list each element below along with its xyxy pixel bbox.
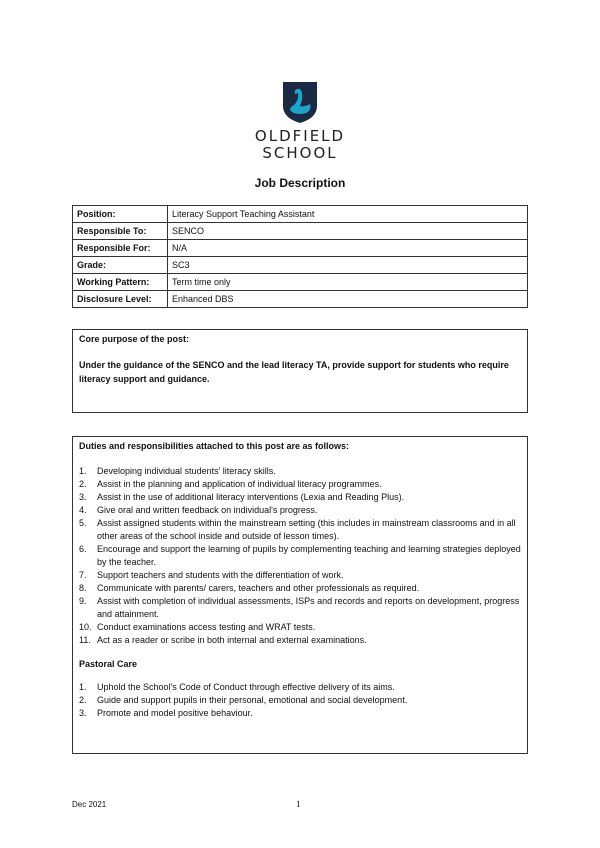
list-item: [79, 569, 521, 582]
item-number: 11.: [79, 635, 91, 645]
item-number: 3.: [79, 708, 87, 718]
list-item: [79, 465, 521, 478]
info-row: [73, 206, 528, 223]
item-number: 6.: [79, 544, 87, 554]
duties-heading: Duties and responsibilities attached to this post are as follows:: [79, 441, 350, 451]
school-logo: [250, 80, 350, 162]
info-row: [73, 240, 528, 257]
item-text: Uphold the School's Code of Conduct through effective delivery of its aims.: [97, 682, 395, 692]
core-purpose-text: Under the guidance of the SENCO and the lead literacy TA, provide support for students who require literacy support and guidance.: [79, 360, 509, 384]
list-item: [79, 504, 521, 517]
list-item: [79, 707, 521, 720]
info-value: Term time only: [168, 274, 528, 291]
info-value: Enhanced DBS: [168, 291, 528, 308]
item-text: Assist in the planning and application of individual literacy programmes.: [97, 479, 382, 489]
item-number: 1.: [79, 682, 87, 692]
item-text: Act as a reader or scribe in both internal and external examinations.: [97, 635, 367, 645]
duties-list: [79, 465, 521, 647]
swan-crest-icon: [281, 80, 319, 124]
list-item: [79, 478, 521, 491]
job-info-table: [72, 205, 528, 308]
info-value: N/A: [168, 240, 528, 257]
info-label: Position:: [73, 206, 168, 223]
list-item: [79, 517, 521, 543]
item-text: Give oral and written feedback on individual's progress.: [97, 505, 318, 515]
info-value: SENCO: [168, 223, 528, 240]
item-text: Conduct examinations access testing and WRAT tests.: [97, 622, 316, 632]
item-number: 3.: [79, 492, 87, 502]
pastoral-care-heading: Pastoral Care: [79, 659, 138, 669]
item-number: 2.: [79, 479, 87, 489]
item-text: Assist with completion of individual assessments, ISPs and records and reports on development, progress and attainment.: [97, 596, 520, 619]
info-label: Working Pattern:: [73, 274, 168, 291]
info-row: [73, 274, 528, 291]
duties-box: [72, 436, 528, 754]
list-item: [79, 582, 521, 595]
school-name: [250, 128, 350, 162]
item-number: 10.: [79, 622, 92, 632]
item-number: 7.: [79, 570, 87, 580]
info-value: Literacy Support Teaching Assistant: [168, 206, 528, 223]
item-number: 4.: [79, 505, 87, 515]
school-name-line1: OLDFIELD: [254, 127, 346, 145]
list-item: [79, 491, 521, 504]
document-title: Job Description: [254, 176, 346, 190]
footer-date: Dec 2021: [72, 800, 107, 809]
item-text: Support teachers and students with the differentiation of work.: [97, 570, 344, 580]
item-text: Communicate with parents/ carers, teachers and other professionals as required.: [97, 583, 420, 593]
list-item: [79, 681, 521, 694]
info-label: Responsible To:: [73, 223, 168, 240]
page-number: 1: [296, 799, 301, 809]
school-name-line2: SCHOOL: [262, 144, 338, 162]
info-row: [73, 257, 528, 274]
item-text: Assist in the use of additional literacy interventions (Lexia and Reading Plus).: [97, 492, 405, 502]
item-text: Assist assigned students within the mainstream setting (this includes in mainstream classrooms and in all other areas of the school inside and outside of lesson times).: [97, 518, 516, 541]
item-text: Developing individual students' literacy skills.: [97, 466, 276, 476]
item-text: Encourage and support the learning of pupils by complementing teaching and learning strategies deployed by the teacher.: [97, 544, 521, 567]
list-item: [79, 621, 521, 634]
core-purpose-box: [72, 329, 528, 413]
info-label: Disclosure Level:: [73, 291, 168, 308]
core-purpose-heading: Core purpose of the post:: [79, 334, 189, 344]
list-item: [79, 543, 521, 569]
item-text: Guide and support pupils in their personal, emotional and social development.: [97, 695, 408, 705]
item-number: 8.: [79, 583, 87, 593]
list-item: [79, 634, 521, 647]
info-label: Grade:: [73, 257, 168, 274]
info-row: [73, 223, 528, 240]
item-number: 2.: [79, 695, 87, 705]
item-number: 1.: [79, 466, 87, 476]
pastoral-list: [79, 681, 521, 720]
list-item: [79, 595, 521, 621]
list-item: [79, 694, 521, 707]
info-label: Responsible For:: [73, 240, 168, 257]
info-value: SC3: [168, 257, 528, 274]
item-number: 9.: [79, 596, 87, 606]
item-number: 5.: [79, 518, 87, 528]
info-row: [73, 291, 528, 308]
item-text: Promote and model positive behaviour.: [97, 708, 253, 718]
